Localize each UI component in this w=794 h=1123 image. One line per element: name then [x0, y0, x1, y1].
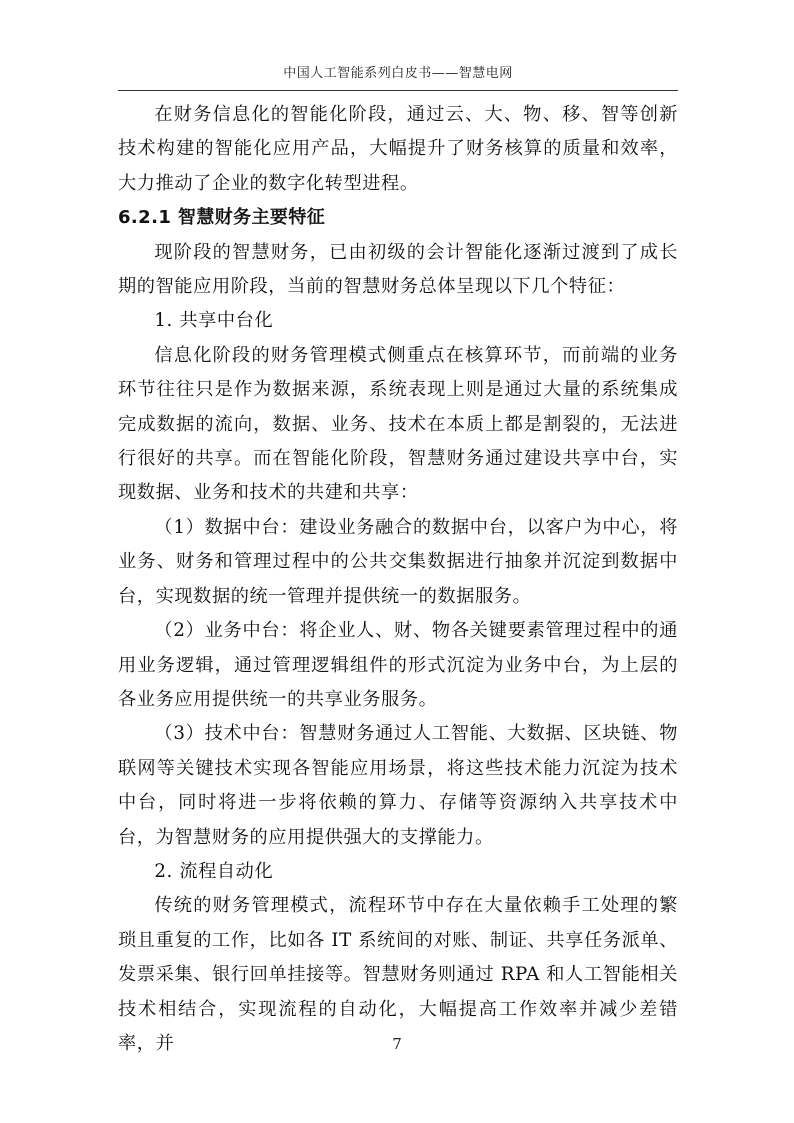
- feature-heading-1: 1. 共享中台化: [154, 310, 274, 332]
- technology-middle-platform-paragraph: （3）技术中台：智慧财务通过人工智能、大数据、区块链、物联网等关键技术实现各智能应用场景，将这些技术能力沉淀为技术中台，同时将进一步将依赖的算力、存储等资源纳入共享技术中台，为智慧财务的应用提供强大的支撑能力。: [118, 723, 678, 848]
- intro-paragraph: 在财务信息化的智能化阶段，通过云、大、物、移、智等创新技术构建的智能化应用产品，大幅提升了财务核算的质量和效率，大力推动了企业的数字化转型进程。: [118, 104, 678, 194]
- feature-2-paragraph: 传统的财务管理模式，流程环节中存在大量依赖手工处理的繁琐且重复的工作，比如各 IT 系统间的对账、制证、共享任务派单、发票采集、银行回单挂接等。智慧财务则通过 RPA 和人工智能相关技术相结合，实现流程的自动化，大幅提高工作效率并减少差错率，并: [118, 895, 678, 1054]
- running-header: 中国人工智能系列白皮书——智慧电网: [283, 66, 513, 81]
- header-divider: [118, 90, 678, 91]
- data-middle-platform-paragraph: （1）数据中台：建设业务融合的数据中台，以客户为中心，将业务、财务和管理过程中的公共交集数据进行抽象并沉淀到数据中台，实现数据的统一管理并提供统一的数据服务。: [118, 516, 678, 607]
- page-number: 7: [392, 1035, 402, 1053]
- section-intro-paragraph: 现阶段的智慧财务，已由初级的会计智能化逐渐过渡到了成长期的智能应用阶段，当前的智慧财务总体呈现以下几个特征：: [118, 241, 678, 298]
- business-middle-platform-paragraph: （2）业务中台：将企业人、财、物各关键要素管理过程中的通用业务逻辑，通过管理逻辑组件的形式沉淀为业务中台，为上层的各业务应用提供统一的共享业务服务。: [118, 620, 678, 710]
- feature-heading-2: 2. 流程自动化: [154, 860, 274, 882]
- feature-1-paragraph: 信息化阶段的财务管理模式侧重点在核算环节，而前端的业务环节往往只是作为数据来源，系统表现上则是通过大量的系统集成完成数据的流向，数据、业务、技术在本质上都是割裂的，无法进行很好的共享。而在智能化阶段，智慧财务通过建设共享中台，实现数据、业务和技术的共建和共享：: [118, 344, 678, 504]
- section-heading: 6.2.1 智慧财务主要特征: [118, 207, 326, 229]
- document-body: [118, 98, 678, 1061]
